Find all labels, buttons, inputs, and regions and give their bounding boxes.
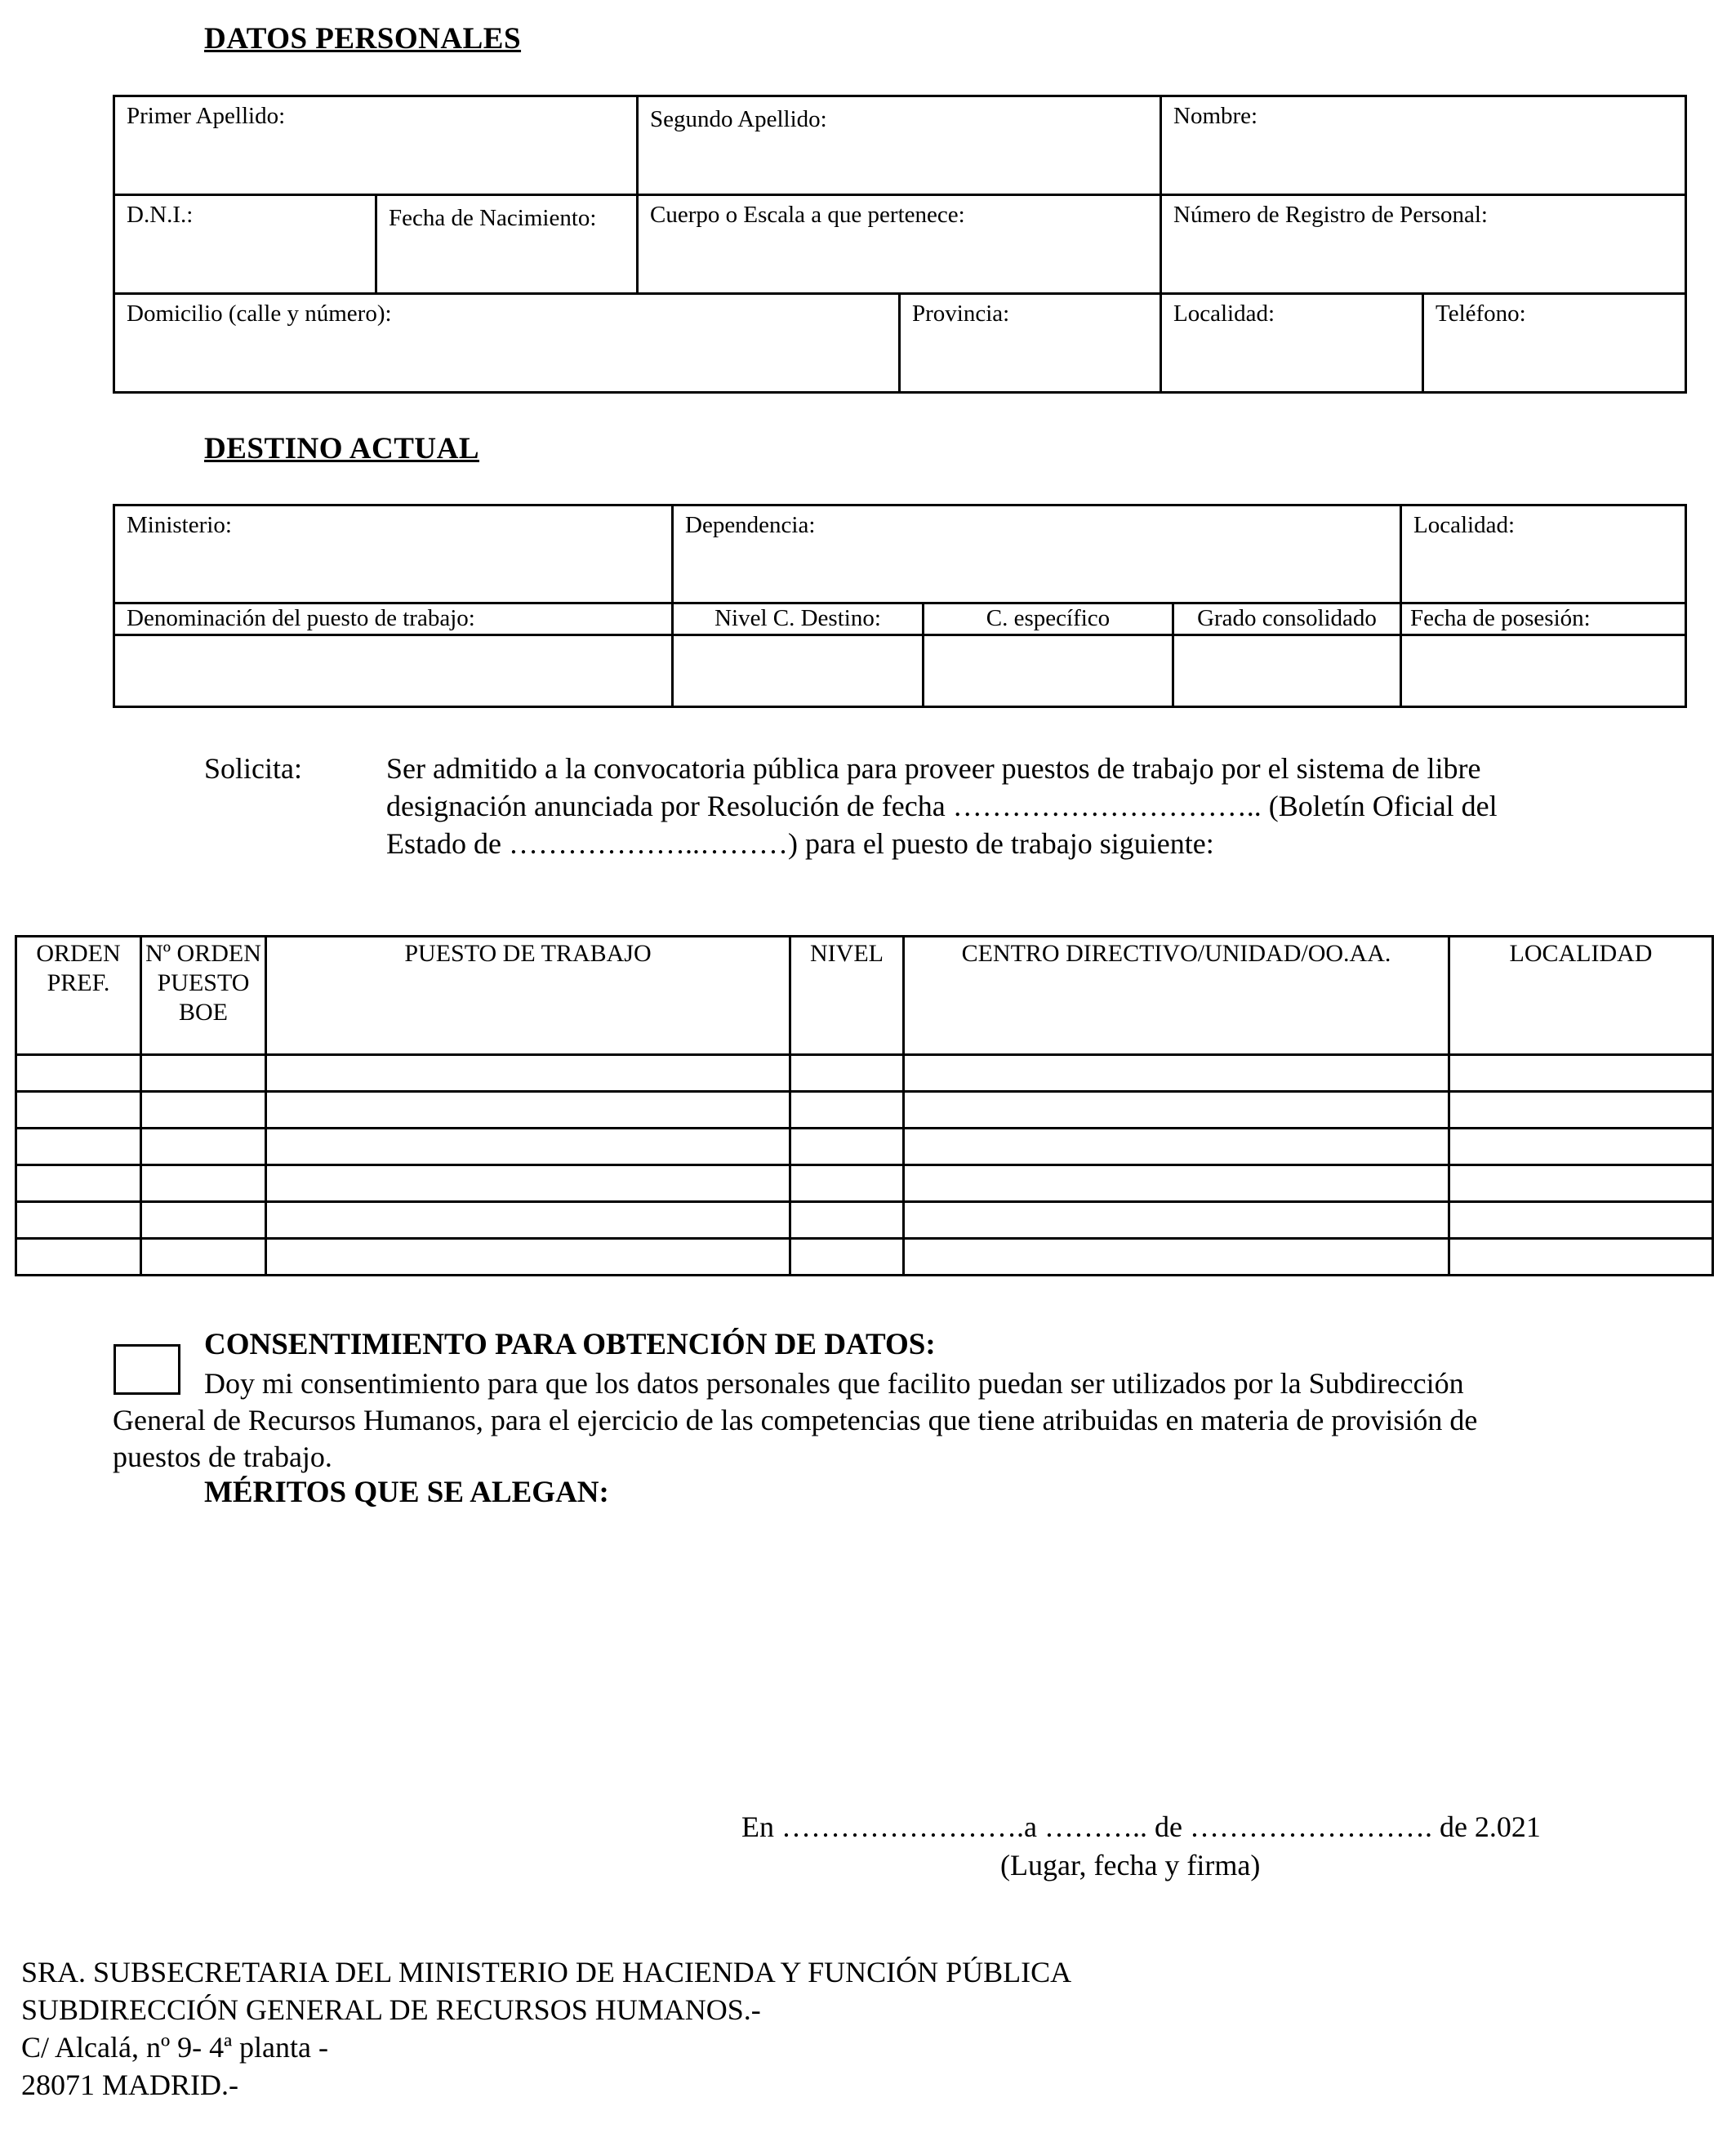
num-registro-label: Número de Registro de Personal:	[1173, 202, 1488, 228]
table-cell[interactable]	[141, 1092, 266, 1129]
table-cell[interactable]	[266, 1239, 790, 1276]
firma-caption: (Lugar, fecha y firma)	[1000, 1849, 1261, 1881]
table-cell[interactable]	[904, 1129, 1449, 1165]
consent-checkbox[interactable]	[114, 1344, 180, 1395]
puestos-table	[15, 935, 1714, 1276]
table-cell[interactable]	[790, 1239, 904, 1276]
table-row	[16, 1129, 1713, 1165]
primer-apellido-label: Primer Apellido:	[127, 103, 286, 129]
destino-actual-table	[113, 504, 1687, 708]
solicita-text	[386, 750, 1627, 862]
table-cell[interactable]	[16, 1092, 141, 1129]
fecha-nacimiento-label: Fecha de Nacimiento:	[389, 205, 597, 231]
denominacion-label: Denominación del puesto de trabajo:	[114, 603, 673, 635]
nombre-field[interactable]	[1161, 96, 1686, 195]
cuerpo-escala-field[interactable]	[638, 195, 1161, 294]
table-cell[interactable]	[141, 1202, 266, 1239]
telefono-label: Teléfono:	[1436, 301, 1526, 327]
table-cell[interactable]	[790, 1202, 904, 1239]
dependencia-field[interactable]	[673, 505, 1401, 603]
table-cell[interactable]	[1449, 1055, 1713, 1092]
dni-label: D.N.I.:	[127, 202, 194, 228]
consentimiento-line-3: puestos de trabajo.	[113, 1441, 332, 1473]
table-cell[interactable]	[1449, 1165, 1713, 1202]
table-cell[interactable]	[16, 1129, 141, 1165]
dni-field[interactable]	[114, 195, 376, 294]
destinatario-line-4: 28071 MADRID.-	[21, 2069, 238, 2101]
solicita-label: Solicita:	[204, 752, 302, 785]
table-row	[16, 1239, 1713, 1276]
segundo-apellido-label: Segundo Apellido:	[650, 106, 827, 132]
table-cell[interactable]	[904, 1092, 1449, 1129]
table-cell[interactable]	[904, 1165, 1449, 1202]
table-cell[interactable]	[904, 1202, 1449, 1239]
domicilio-field[interactable]	[114, 294, 900, 393]
table-cell[interactable]	[266, 1202, 790, 1239]
localidad-label: Localidad:	[1173, 301, 1275, 327]
solicita-line-3: Estado de ………………..………) para el puesto de trabajo siguiente:	[386, 827, 1214, 860]
datos-personales-title: DATOS PERSONALES	[204, 22, 522, 56]
table-cell[interactable]	[1449, 1092, 1713, 1129]
n-orden-header: Nº ORDEN PUESTO BOE	[141, 937, 266, 1055]
destinatario-block	[21, 1953, 1071, 2104]
meritos-title: MÉRITOS QUE SE ALEGAN:	[204, 1476, 609, 1509]
provincia-field[interactable]	[900, 294, 1161, 393]
table-cell[interactable]	[790, 1165, 904, 1202]
solicita-line-1: Ser admitido a la convocatoria pública para proveer puestos de trabajo por el sistema de libre	[386, 752, 1481, 785]
table-cell[interactable]	[1449, 1202, 1713, 1239]
ministerio-field[interactable]	[114, 505, 673, 603]
c-especifico-input[interactable]	[924, 635, 1173, 707]
meritos-text-area[interactable]	[113, 1519, 1685, 1788]
orden-pref-header: ORDEN PREF.	[16, 937, 141, 1055]
table-cell[interactable]	[790, 1055, 904, 1092]
puestos-header-row	[16, 937, 1713, 1055]
nivel-header: NIVEL	[790, 937, 904, 1055]
table-cell[interactable]	[266, 1092, 790, 1129]
table-row	[16, 1092, 1713, 1129]
table-cell[interactable]	[1449, 1239, 1713, 1276]
segundo-apellido-field[interactable]	[638, 96, 1161, 195]
consentimiento-line-1: Doy mi consentimiento para que los datos personales que facilito puedan ser utilizados por la Subdirección	[204, 1367, 1464, 1400]
grado-consolidado-input[interactable]	[1173, 635, 1401, 707]
destino-actual-title: DESTINO ACTUAL	[204, 432, 480, 465]
centro-header: CENTRO DIRECTIVO/UNIDAD/OO.AA.	[904, 937, 1449, 1055]
destinatario-line-1: SRA. SUBSECRETARIA DEL MINISTERIO DE HACIENDA Y FUNCIÓN PÚBLICA	[21, 1956, 1072, 1988]
table-cell[interactable]	[141, 1129, 266, 1165]
localidad-field[interactable]	[1161, 294, 1423, 393]
table-cell[interactable]	[141, 1055, 266, 1092]
table-cell[interactable]	[141, 1239, 266, 1276]
table-cell[interactable]	[16, 1202, 141, 1239]
consentimiento-title: CONSENTIMIENTO PARA OBTENCIÓN DE DATOS:	[204, 1328, 936, 1361]
table-cell[interactable]	[16, 1055, 141, 1092]
c-especifico-label: C. específico	[924, 603, 1173, 635]
table-row	[16, 1055, 1713, 1092]
localidad-header: LOCALIDAD	[1449, 937, 1713, 1055]
table-cell[interactable]	[904, 1055, 1449, 1092]
datos-personales-table	[113, 95, 1687, 394]
table-cell[interactable]	[141, 1165, 266, 1202]
primer-apellido-field[interactable]	[114, 96, 638, 195]
fecha-posesion-input[interactable]	[1401, 635, 1686, 707]
denominacion-input[interactable]	[114, 635, 673, 707]
telefono-field[interactable]	[1423, 294, 1686, 393]
table-cell[interactable]	[790, 1092, 904, 1129]
provincia-label: Provincia:	[912, 301, 1010, 327]
table-cell[interactable]	[16, 1165, 141, 1202]
solicita-line-2: designación anunciada por Resolución de fecha ………………………….. (Boletín Oficial del	[386, 790, 1498, 822]
table-cell[interactable]	[790, 1129, 904, 1165]
table-cell[interactable]	[266, 1165, 790, 1202]
table-row	[16, 1202, 1713, 1239]
nivel-c-destino-label: Nivel C. Destino:	[673, 603, 924, 635]
table-cell[interactable]	[266, 1129, 790, 1165]
localidad-destino-field[interactable]	[1401, 505, 1686, 603]
consentimiento-line-2: General de Recursos Humanos, para el ejercicio de las competencias que tiene atribuidas en materia de provisión de	[113, 1404, 1478, 1436]
num-registro-field[interactable]	[1161, 195, 1686, 294]
domicilio-label: Domicilio (calle y número):	[127, 301, 392, 327]
puesto-header: PUESTO DE TRABAJO	[266, 937, 790, 1055]
cuerpo-escala-label: Cuerpo o Escala a que pertenece:	[650, 202, 965, 228]
destinatario-line-3: C/ Alcalá, nº 9- 4ª planta -	[21, 2031, 328, 2064]
fecha-nacimiento-field[interactable]	[376, 195, 638, 294]
table-cell[interactable]	[16, 1239, 141, 1276]
ministerio-label: Ministerio:	[127, 512, 232, 538]
firma-line: En …………………….a ……….. de ……………………. de 2.021	[741, 1810, 1541, 1843]
table-cell[interactable]	[904, 1239, 1449, 1276]
grado-consolidado-label: Grado consolidado	[1173, 603, 1401, 635]
nivel-c-destino-input[interactable]	[673, 635, 924, 707]
table-cell[interactable]	[1449, 1129, 1713, 1165]
fecha-posesion-label: Fecha de posesión:	[1401, 603, 1686, 635]
destinatario-line-2: SUBDIRECCIÓN GENERAL DE RECURSOS HUMANOS.-	[21, 1993, 761, 2026]
table-row	[16, 1165, 1713, 1202]
localidad-destino-label: Localidad:	[1413, 512, 1516, 538]
table-cell[interactable]	[266, 1055, 790, 1092]
nombre-label: Nombre:	[1173, 103, 1258, 129]
dependencia-label: Dependencia:	[685, 512, 816, 538]
